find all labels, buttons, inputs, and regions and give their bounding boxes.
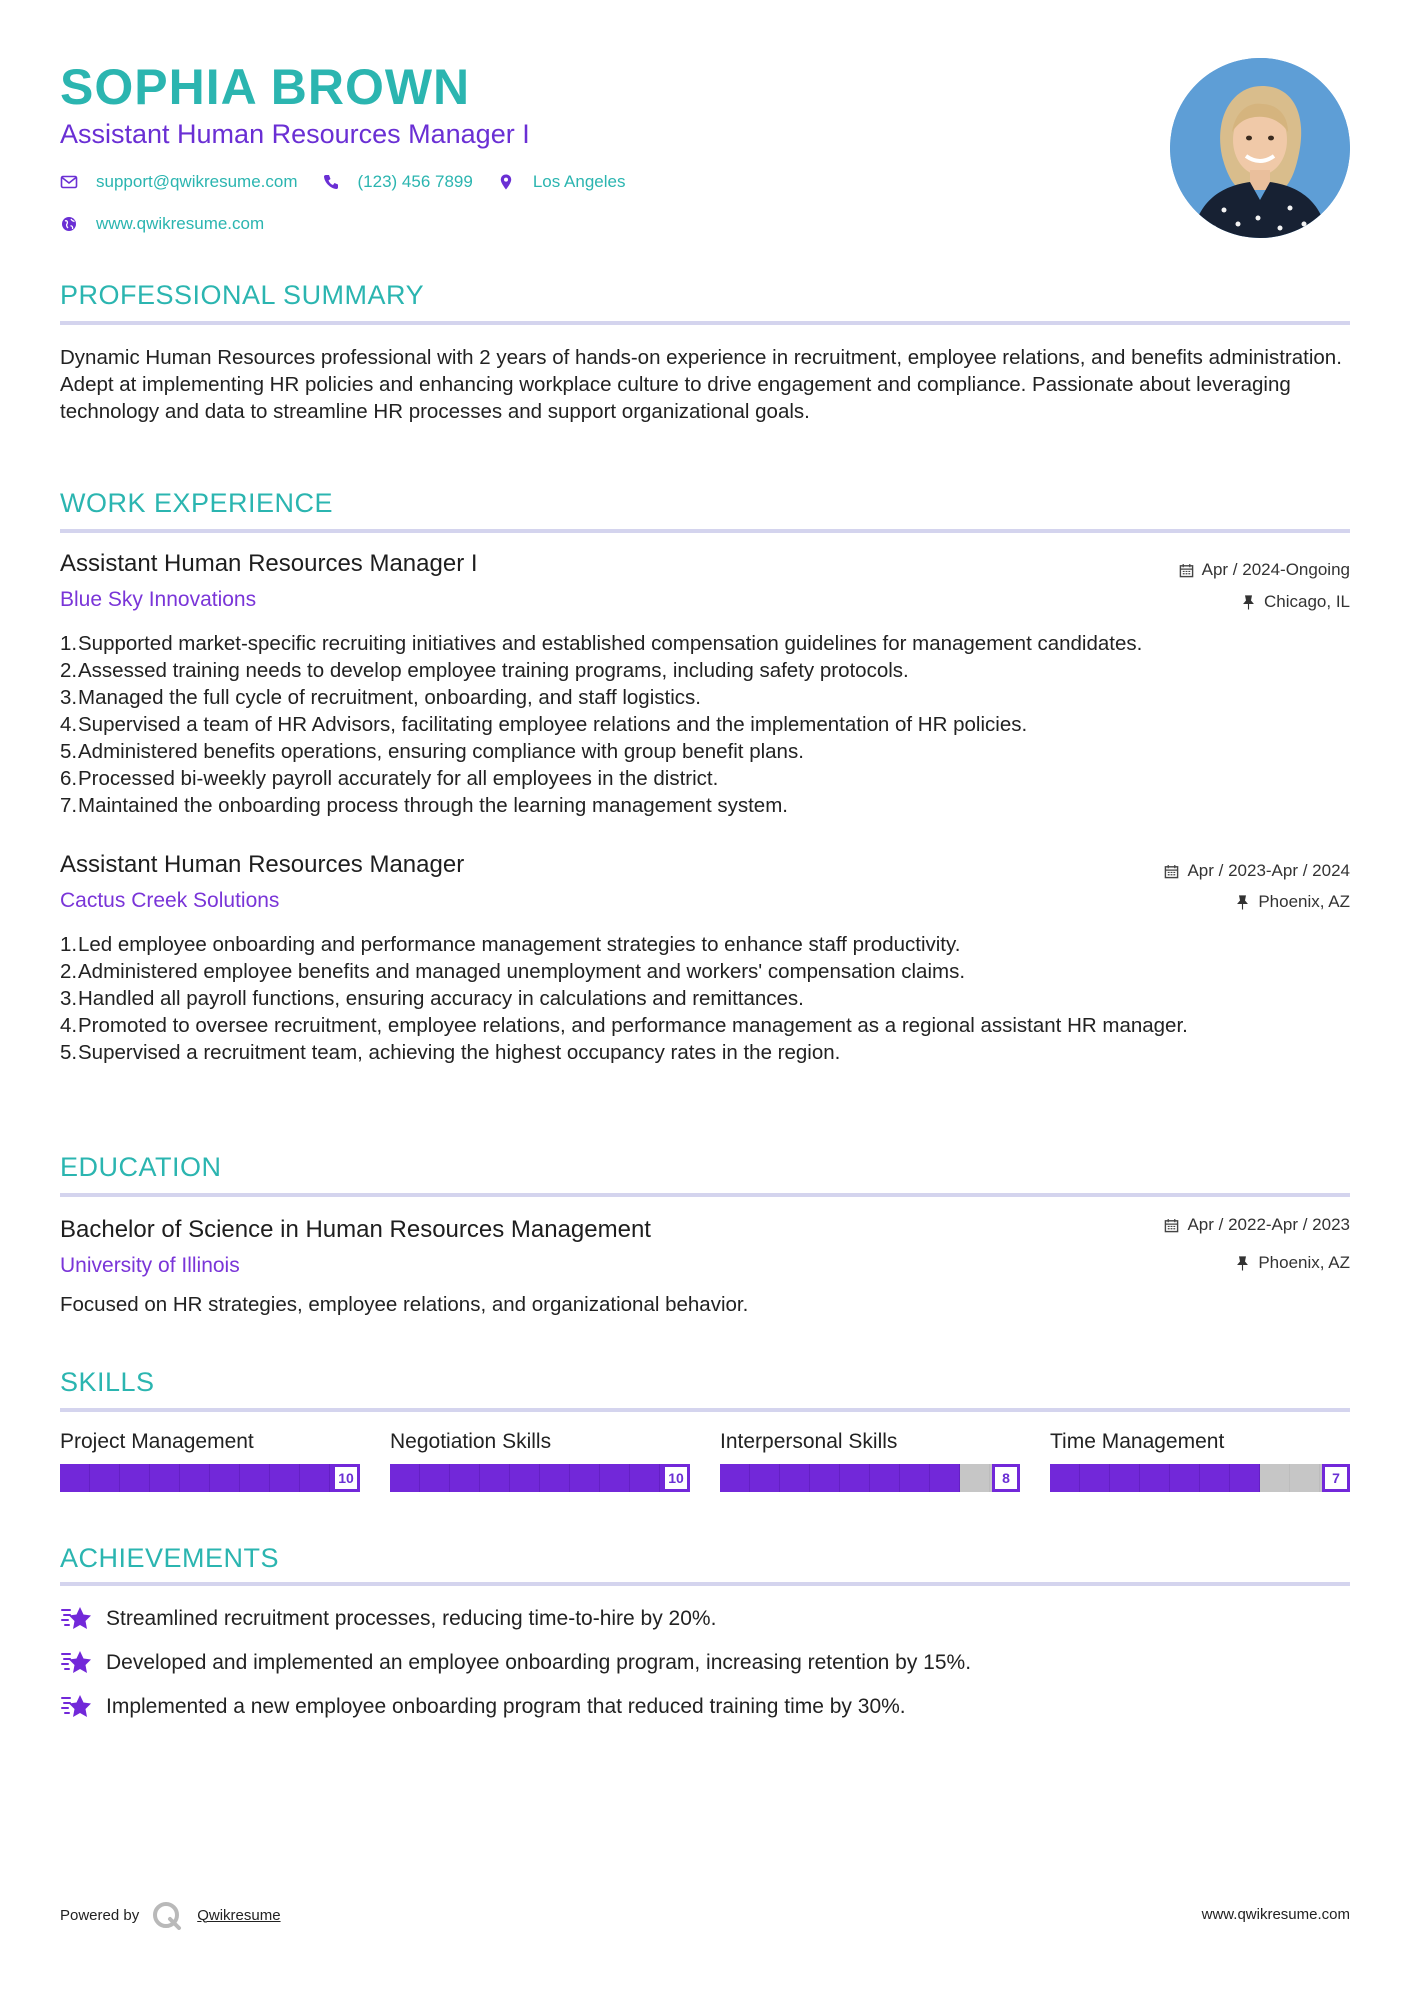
candidate-name: SOPHIA BROWN — [60, 59, 471, 115]
skill-bar-filled-segment — [180, 1464, 210, 1492]
skill-bar-empty-segment — [960, 1464, 990, 1492]
contact-email[interactable] — [60, 172, 298, 192]
skill-bar-filled-segment — [750, 1464, 780, 1492]
degree-title: Bachelor of Science in Human Resources Management — [60, 1216, 651, 1243]
education-heading: EDUCATION — [60, 1152, 222, 1182]
summary-text: Dynamic Human Resources professional with 2 years of hands-on experience in recruitment, employee relations, and benefits administration. Adept at implementing HR policies and enhancing workplace culture to drive engagement and compliance. Passionate about leveraging technology and data to streamline HR processes and support organizational goals. — [60, 346, 1342, 423]
phone-text[interactable]: (123) 456 7899 — [357, 172, 473, 191]
shooting-star-icon — [60, 1604, 92, 1634]
job-dates — [1164, 861, 1350, 881]
skill-bar-filled-segment — [450, 1464, 480, 1492]
skill-bar-filled-segment — [150, 1464, 180, 1492]
skill-bar-filled-segment — [60, 1464, 90, 1492]
list-item: Supported market-specific recruiting initiatives and established compensation guidelines for management candidates. — [78, 632, 1143, 655]
list-item: Maintained the onboarding process through the learning management system. — [78, 794, 788, 817]
brand-link[interactable]: Qwikresume — [197, 1906, 281, 1924]
qwikresume-logo-icon — [151, 1900, 185, 1930]
powered-by-label: Powered by — [60, 1906, 140, 1924]
skill-bar-filled-segment — [120, 1464, 150, 1492]
job-location — [1241, 592, 1350, 612]
skill-bar-filled-segment — [510, 1464, 540, 1492]
calendar-icon — [1164, 1218, 1179, 1233]
skill-bar — [1050, 1464, 1350, 1492]
shooting-star-icon — [60, 1692, 92, 1722]
location-pin-icon — [497, 173, 515, 191]
skill-bar-empty-segment — [1290, 1464, 1320, 1492]
section-divider — [60, 1408, 1350, 1412]
skill-bar-filled-segment — [1110, 1464, 1140, 1492]
education-dates — [1164, 1215, 1350, 1235]
skill-bar-filled-segment — [1080, 1464, 1110, 1492]
skill-bar-filled-segment — [870, 1464, 900, 1492]
list-item: Handled all payroll functions, ensuring accuracy in calculations and remittances. — [78, 987, 804, 1010]
skill-bar-filled-segment — [930, 1464, 960, 1492]
skill-bar — [60, 1464, 360, 1492]
section-divider — [60, 321, 1350, 325]
skill-bar-filled-segment — [840, 1464, 870, 1492]
location-text: Los Angeles — [532, 172, 626, 191]
candidate-title: Assistant Human Resources Manager I — [60, 119, 530, 149]
profile-photo — [1170, 58, 1350, 238]
job-dates — [1179, 560, 1350, 580]
skill-score: 7 — [1322, 1464, 1350, 1492]
skill-item — [60, 1430, 360, 1492]
job-duties-list — [60, 931, 1288, 1066]
section-divider — [60, 1193, 1350, 1197]
skill-bar-filled-segment — [1050, 1464, 1080, 1492]
skill-bar-filled-segment — [270, 1464, 300, 1492]
skill-bar-filled-segment — [900, 1464, 930, 1492]
skill-bar — [720, 1464, 1020, 1492]
skill-name: Negotiation Skills — [390, 1430, 552, 1453]
skill-score: 10 — [662, 1464, 690, 1492]
skill-name: Interpersonal Skills — [720, 1430, 898, 1453]
school-name: University of Illinois — [60, 1254, 240, 1277]
job-title: Assistant Human Resources Manager — [60, 851, 465, 878]
skill-bar-filled-segment — [720, 1464, 750, 1492]
list-item: Supervised a team of HR Advisors, facilitating employee relations and the implementation of HR policies. — [78, 713, 1028, 736]
achievement-item — [60, 1648, 971, 1678]
skill-bar-empty-segment — [1260, 1464, 1290, 1492]
skill-bar — [390, 1464, 690, 1492]
resume-page — [60, 0, 1350, 1990]
contact-website[interactable] — [60, 214, 264, 234]
skill-bar-filled-segment — [300, 1464, 330, 1492]
skill-bar-filled-segment — [90, 1464, 120, 1492]
pushpin-icon — [1235, 1256, 1250, 1271]
education-description: Focused on HR strategies, employee relations, and organizational behavior. — [60, 1293, 749, 1316]
skill-name: Time Management — [1050, 1430, 1225, 1453]
education-location-text: Phoenix, AZ — [1258, 1253, 1350, 1272]
skill-item — [720, 1430, 1020, 1492]
list-item: Administered benefits operations, ensuring compliance with group benefit plans. — [78, 740, 804, 763]
achievement-item — [60, 1692, 906, 1722]
skill-name: Project Management — [60, 1430, 254, 1453]
skill-bar-filled-segment — [1170, 1464, 1200, 1492]
skill-bar-filled-segment — [570, 1464, 600, 1492]
achievement-text: Implemented a new employee onboarding program that reduced training time by 30%. — [106, 1695, 906, 1718]
achievement-item — [60, 1604, 716, 1634]
skill-bar-filled-segment — [390, 1464, 420, 1492]
website-text[interactable]: www.qwikresume.com — [96, 214, 265, 233]
skill-item — [390, 1430, 690, 1492]
job-location-text: Phoenix, AZ — [1258, 892, 1350, 911]
skill-bar-filled-segment — [1140, 1464, 1170, 1492]
skill-bar-filled-segment — [600, 1464, 630, 1492]
job-dates-text: Apr / 2024-Ongoing — [1201, 560, 1350, 579]
achievement-text: Developed and implemented an employee onboarding program, increasing retention by 15%. — [106, 1651, 972, 1674]
phone-icon — [322, 173, 340, 191]
list-item: Supervised a recruitment team, achieving the highest occupancy rates in the region. — [78, 1041, 841, 1064]
list-item: Led employee onboarding and performance management strategies to enhance staff productivity. — [78, 933, 961, 956]
shooting-star-icon — [60, 1648, 92, 1678]
skill-item — [1050, 1430, 1350, 1492]
contact-row — [60, 172, 635, 192]
skills-heading: SKILLS — [60, 1367, 155, 1397]
job-company: Blue Sky Innovations — [60, 588, 257, 611]
skill-bar-filled-segment — [480, 1464, 510, 1492]
job-title: Assistant Human Resources Manager I — [60, 550, 478, 577]
contact-location — [497, 172, 626, 192]
job-location-text: Chicago, IL — [1264, 592, 1350, 611]
skill-score: 8 — [992, 1464, 1020, 1492]
globe-icon — [60, 215, 78, 233]
section-divider — [60, 1582, 1350, 1586]
experience-heading: WORK EXPERIENCE — [60, 488, 334, 518]
contact-row-web — [60, 214, 274, 234]
pushpin-icon — [1241, 595, 1256, 610]
list-item: Promoted to oversee recruitment, employee relations, and performance management as a regional assistant HR manager. — [78, 1014, 1188, 1037]
calendar-icon — [1179, 563, 1194, 578]
skill-bar-filled-segment — [780, 1464, 810, 1492]
list-item: Managed the full cycle of recruitment, onboarding, and staff logistics. — [78, 686, 701, 709]
job-duties-list — [60, 630, 1368, 819]
list-item: Assessed training needs to develop employee training programs, including safety protocols. — [78, 659, 909, 682]
list-item: Administered employee benefits and managed unemployment and workers' compensation claims. — [78, 960, 966, 983]
skill-bar-filled-segment — [240, 1464, 270, 1492]
skill-bar-filled-segment — [1230, 1464, 1260, 1492]
education-location — [1235, 1253, 1350, 1273]
email-text[interactable]: support@qwikresume.com — [96, 172, 298, 191]
skill-bar-filled-segment — [540, 1464, 570, 1492]
job-location — [1235, 892, 1350, 912]
job-company: Cactus Creek Solutions — [60, 889, 280, 912]
footer-website[interactable]: www.qwikresume.com — [1201, 1906, 1350, 1923]
achievements-heading: ACHIEVEMENTS — [60, 1543, 280, 1573]
contact-phone[interactable] — [322, 172, 473, 192]
skill-bar-filled-segment — [630, 1464, 660, 1492]
section-divider — [60, 529, 1350, 533]
mail-icon — [60, 173, 78, 191]
pushpin-icon — [1235, 895, 1250, 910]
list-item: Processed bi-weekly payroll accurately for all employees in the district. — [78, 767, 719, 790]
skill-bar-filled-segment — [420, 1464, 450, 1492]
summary-heading: PROFESSIONAL SUMMARY — [60, 280, 425, 310]
education-dates-text: Apr / 2022-Apr / 2023 — [1187, 1215, 1350, 1234]
skill-score: 10 — [332, 1464, 360, 1492]
profile-photo-image — [1170, 58, 1350, 238]
calendar-icon — [1164, 864, 1179, 879]
job-dates-text: Apr / 2023-Apr / 2024 — [1187, 861, 1350, 880]
skill-bar-filled-segment — [810, 1464, 840, 1492]
skill-bar-filled-segment — [210, 1464, 240, 1492]
skill-bar-filled-segment — [1200, 1464, 1230, 1492]
footer-powered-by — [60, 1900, 281, 1930]
achievement-text: Streamlined recruitment processes, reducing time-to-hire by 20%. — [106, 1607, 717, 1630]
